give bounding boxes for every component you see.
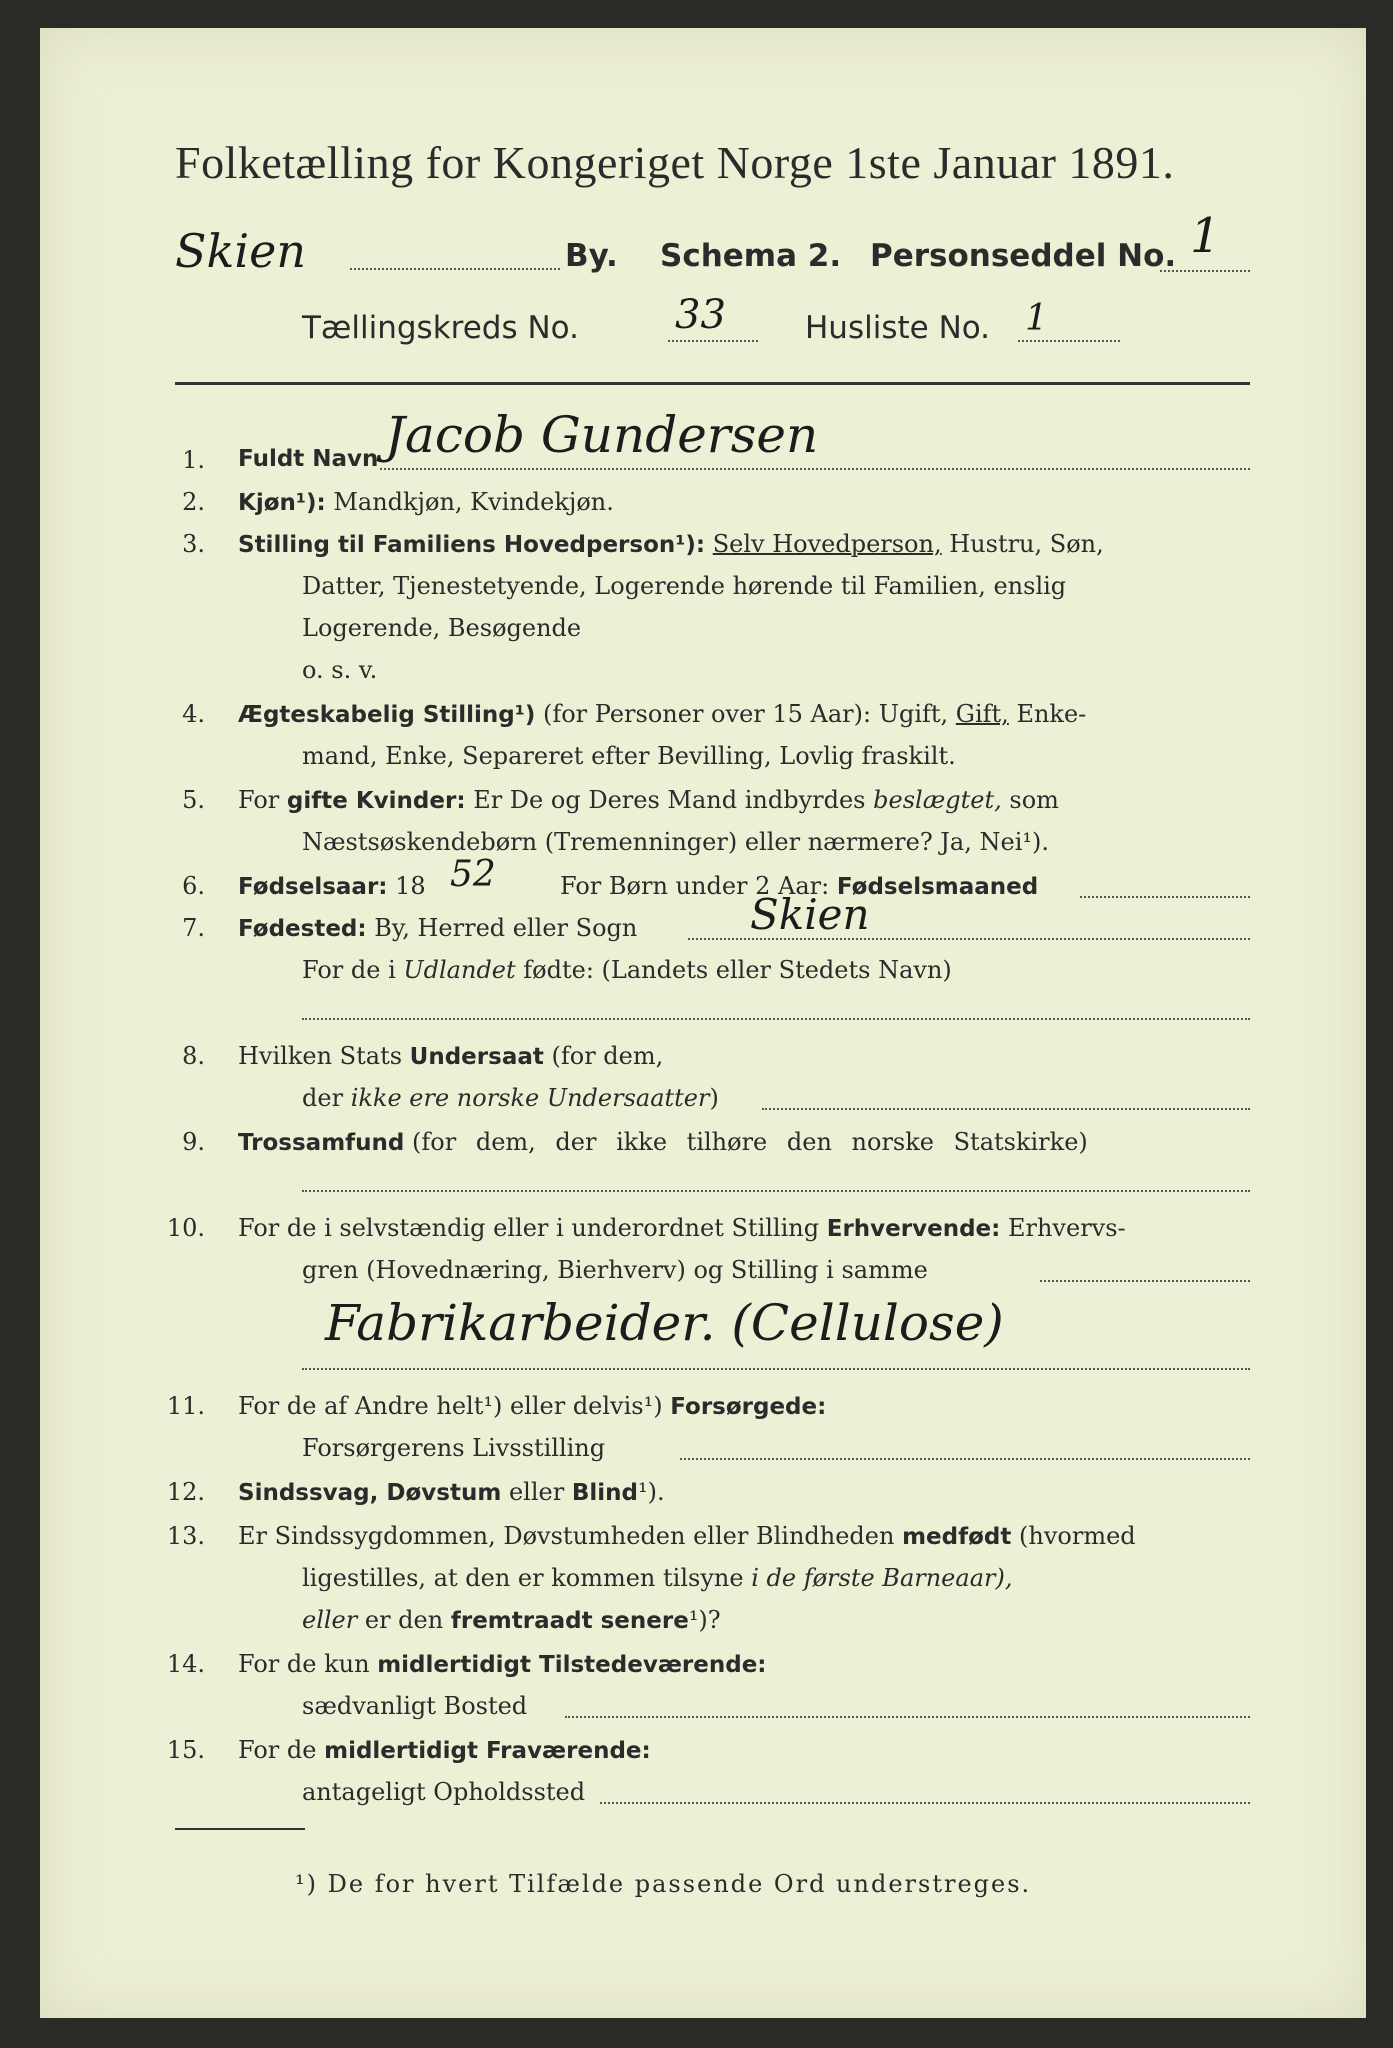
- q8-label: Undersaat: [409, 1044, 544, 1070]
- q3-options-2: Datter, Tjenestetyende, Logerende hørende til Familien, enslig: [302, 572, 1067, 600]
- census-form-sheet: [40, 28, 1366, 2018]
- q5-pre: For: [238, 786, 280, 814]
- q1-answer-name: Jacob Gundersen: [385, 406, 819, 464]
- q15-text-2: antageligt Opholdssted: [302, 1778, 586, 1806]
- q5-label: gifte Kvinder:: [286, 788, 466, 814]
- q12-label2: Blind: [571, 1480, 638, 1506]
- q13-label: medfødt: [902, 1524, 1012, 1550]
- q2-number: 2.: [182, 488, 205, 516]
- q9-label: Trossamfund: [238, 1130, 405, 1156]
- q6-dotted-line: [1080, 896, 1250, 898]
- q13-italic-3: eller: [302, 1606, 358, 1634]
- kreds-dotted-line: [668, 340, 758, 342]
- q8-text-1: (for dem,: [551, 1042, 664, 1070]
- q6-prefix: 18: [395, 872, 426, 900]
- q10-number: 10.: [166, 1214, 205, 1242]
- q1-label: Fuldt Navn: [238, 446, 379, 472]
- q11-pre: For de af Andre helt¹) eller delvis¹): [238, 1392, 663, 1420]
- q3-underlined-answer: Selv Hovedperson,: [712, 530, 942, 558]
- q3-options-3: Logerende, Besøgende: [302, 614, 582, 642]
- q13-text-3b: ¹)?: [688, 1606, 721, 1634]
- q4-number: 4.: [182, 700, 205, 728]
- personseddel-dotted-line: [1160, 270, 1250, 272]
- q7-text-2b: fødte: (Landets eller Stedets Navn): [523, 956, 952, 984]
- q3-options-4: o. s. v.: [302, 656, 378, 684]
- q1-number: 1.: [182, 446, 205, 474]
- q12-number: 12.: [166, 1478, 205, 1506]
- q7-number: 7.: [182, 914, 205, 942]
- q2-label: Kjøn¹):: [238, 490, 326, 516]
- q9-text: (for dem, der ikke tilhøre den norske Statskirke): [412, 1128, 1088, 1156]
- q7-text-2a: For de i: [302, 956, 396, 984]
- q8-italic: ikke ere norske Undersaatter: [350, 1084, 710, 1112]
- q5-italic: beslægtet,: [873, 786, 1002, 814]
- q13-text-3a: er den: [364, 1606, 444, 1634]
- q8-text-2a: der: [302, 1084, 344, 1112]
- q4-options-1b: Enke-: [1016, 700, 1087, 728]
- q10-dotted-line-2: [302, 1368, 1250, 1370]
- q6-text: For Børn under 2 Aar:: [560, 872, 830, 900]
- q8-text-2b: ): [709, 1084, 719, 1112]
- q5-number: 5.: [182, 786, 205, 814]
- q9-number: 9.: [182, 1128, 205, 1156]
- q13-text-1b: (hvormed: [1019, 1522, 1136, 1550]
- city-dotted-line: [350, 268, 560, 270]
- q6-answer-year: 52: [450, 854, 496, 895]
- q1-dotted-line: [380, 468, 1250, 470]
- husliste-dotted-line: [1018, 340, 1120, 342]
- q6-label: Fødselsaar:: [238, 874, 388, 900]
- q11-label: Forsørgede:: [670, 1394, 827, 1420]
- q3-label: Stilling til Familiens Hovedperson¹):: [238, 532, 706, 558]
- q14-number: 14.: [166, 1650, 205, 1678]
- q4-options-2: mand, Enke, Separeret efter Bevilling, Lovlig fraskilt.: [302, 742, 956, 770]
- q15-pre: For de: [238, 1736, 317, 1764]
- by-label: By.: [565, 238, 618, 274]
- q12-tail: ¹).: [637, 1478, 665, 1506]
- q4-options-1a: (for Personer over 15 Aar): Ugift,: [542, 700, 949, 728]
- q12-text: eller: [508, 1478, 565, 1506]
- q11-number: 11.: [166, 1392, 205, 1420]
- q15-number: 15.: [166, 1736, 205, 1764]
- q5-text-1b: som: [1009, 786, 1059, 814]
- q14-dotted-line: [565, 1716, 1250, 1718]
- q8-number: 8.: [182, 1042, 205, 1070]
- q7-dotted-line-2: [302, 1018, 1250, 1020]
- q5-text-1: Er De og Deres Mand indbyrdes: [473, 786, 866, 814]
- q14-label: midlertidigt Tilstedeværende:: [377, 1652, 767, 1678]
- q10-dotted-line: [1040, 1280, 1250, 1282]
- q7-text-1: By, Herred eller Sogn: [374, 914, 638, 942]
- personseddel-label: Personseddel No.: [870, 238, 1177, 274]
- personseddel-number: 1: [1190, 208, 1221, 264]
- footnote: ¹) De for hvert Tilfælde passende Ord understreges.: [295, 1870, 1032, 1898]
- q7-answer-place: Skien: [750, 890, 870, 939]
- q5-text-2: Næstsøskendebørn (Tremenninger) eller nærmere? Ja, Nei¹).: [302, 828, 1049, 856]
- q10-text-1b: Erhvervs-: [1007, 1214, 1126, 1242]
- q13-label-3: fremtraadt senere: [450, 1608, 689, 1634]
- q13-number: 13.: [166, 1522, 205, 1550]
- q15-dotted-line: [600, 1802, 1250, 1804]
- form-title: Folketælling for Kongeriget Norge 1ste Januar 1891.: [175, 137, 1175, 188]
- q14-pre: For de kun: [238, 1650, 370, 1678]
- q3-options-1: Hustru, Søn,: [949, 530, 1104, 558]
- q13-text-2a: ligestilles, at den er kommen tilsyne: [302, 1564, 744, 1592]
- q7-label: Fødested:: [238, 916, 367, 942]
- q10-answer-occupation: Fabrikarbeider. (Cellulose): [325, 1294, 1004, 1352]
- q12-label: Sindssvag, Døvstum: [238, 1480, 502, 1506]
- q14-text-2: sædvanligt Bosted: [302, 1692, 528, 1720]
- q10-label: Erhvervende:: [826, 1216, 1001, 1242]
- header-rule: [175, 382, 1250, 385]
- q15-label: midlertidigt Fraværende:: [324, 1738, 651, 1764]
- q6-number: 6.: [182, 872, 205, 900]
- schema-label: Schema 2.: [660, 238, 842, 274]
- footnote-rule: [175, 1828, 305, 1830]
- husliste-number: 1: [1025, 298, 1048, 339]
- q2-options: Mandkjøn, Kvindekjøn.: [333, 488, 614, 516]
- kreds-label: Tællingskreds No.: [302, 310, 579, 346]
- q4-label: Ægteskabelig Stilling¹): [238, 702, 536, 728]
- q13-italic-2: i de første Barneaar),: [751, 1564, 1013, 1592]
- kreds-number: 33: [675, 292, 726, 338]
- husliste-label: Husliste No.: [805, 310, 991, 346]
- q10-pre: For de i selvstændig eller i underordnet Stilling: [238, 1214, 820, 1242]
- q10-text-2: gren (Hovednæring, Bierhverv) og Stilling i samme: [302, 1256, 928, 1284]
- q7-italic: Udlandet: [403, 956, 516, 984]
- q8-pre: Hvilken Stats: [238, 1042, 403, 1070]
- q11-text-2: Forsørgerens Livsstilling: [302, 1434, 606, 1462]
- q13-text-1: Er Sindssygdommen, Døvstumheden eller Blindheden: [238, 1522, 895, 1550]
- q3-number: 3.: [182, 530, 205, 558]
- q11-dotted-line: [680, 1458, 1250, 1460]
- q8-dotted-line: [762, 1108, 1250, 1110]
- q6-label2: Fødselsmaaned: [836, 874, 1039, 900]
- q9-dotted-line: [302, 1190, 1250, 1192]
- city-handwritten: Skien: [175, 224, 306, 278]
- q4-underlined-answer: Gift,: [955, 700, 1009, 728]
